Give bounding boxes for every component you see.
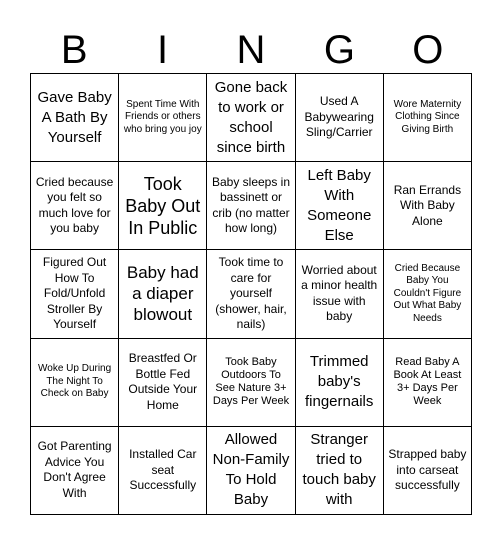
bingo-cell[interactable] — [31, 74, 119, 162]
bingo-cell[interactable] — [119, 162, 207, 250]
bingo-cell[interactable] — [31, 162, 119, 250]
cell-text: Used A Babywearing Sling/Carrier — [304, 94, 374, 140]
bingo-cell[interactable] — [207, 74, 295, 162]
bingo-cell[interactable] — [119, 250, 207, 338]
bingo-cell[interactable] — [207, 250, 295, 338]
bingo-cell[interactable] — [119, 427, 207, 515]
header-letter-o: O — [412, 28, 444, 72]
header-letter-n: N — [236, 28, 266, 72]
bingo-cell[interactable] — [296, 427, 384, 515]
bingo-header — [30, 22, 472, 78]
cell-text: Gone back to work or school since birth — [214, 78, 288, 156]
bingo-cell[interactable] — [384, 74, 472, 162]
cell-text: Gave Baby A Bath By Yourself — [37, 88, 112, 146]
cell-text: Trimmed baby's fingernails — [305, 353, 374, 411]
cell-text: Wore Maternity Clothing Since Giving Birth — [393, 98, 462, 135]
cell-text: Worried about a minor health issue with baby — [301, 262, 378, 324]
cell-text: Ran Errands With Baby Alone — [393, 182, 462, 228]
cell-text: Read Baby A Book At Least 3+ Days Per Week — [393, 356, 462, 408]
cell-text: Strapped baby into carseat successfully — [388, 447, 467, 493]
bingo-cell[interactable] — [296, 74, 384, 162]
cell-text: Breastfed Or Bottle Fed Outside Your Home — [128, 351, 198, 412]
header-letter-i: I — [157, 28, 169, 72]
bingo-cell[interactable] — [207, 162, 295, 250]
cell-text: Took Baby Out In Public — [125, 173, 201, 238]
cell-text: Installed Car seat Successfully — [129, 447, 197, 493]
bingo-cell[interactable] — [384, 250, 472, 338]
cell-text: Got Parenting Advice You Don't Agree With — [37, 439, 112, 500]
cell-text: Spent Time With Friends or others who bring you joy — [123, 98, 202, 135]
bingo-cell[interactable] — [31, 250, 119, 338]
bingo-board — [30, 73, 472, 515]
header-letter-g: G — [323, 28, 355, 72]
bingo-cell[interactable] — [207, 427, 295, 515]
bingo-cell[interactable] — [384, 162, 472, 250]
cell-text: Baby had a diaper blowout — [126, 263, 199, 325]
bingo-cell[interactable] — [296, 339, 384, 427]
bingo-cell[interactable] — [296, 162, 384, 250]
bingo-cell[interactable] — [384, 427, 472, 515]
bingo-cell[interactable] — [31, 339, 119, 427]
cell-text: Woke Up During The Night To Check on Baby — [38, 363, 112, 400]
cell-text: Baby sleeps in bassinett or crib (no matter how long) — [211, 174, 291, 236]
bingo-cell[interactable] — [119, 74, 207, 162]
cell-text: Allowed Non-Family To Hold Baby — [212, 431, 290, 509]
bingo-cell[interactable] — [207, 339, 295, 427]
bingo-cell[interactable] — [119, 339, 207, 427]
header-letter-b: B — [60, 28, 88, 72]
cell-text: Left Baby With Someone Else — [307, 166, 372, 244]
cell-text: Took time to care for yourself (shower, hair, nails) — [215, 255, 287, 332]
bingo-cell[interactable] — [296, 250, 384, 338]
cell-text: Stranger tried to touch baby with — [302, 431, 376, 509]
cell-text: Cried because you felt so much love for you baby — [35, 174, 114, 236]
bingo-cell[interactable] — [384, 339, 472, 427]
cell-text: Figured Out How To Fold/Unfold Stroller By Yourself — [42, 255, 107, 332]
cell-text: Took Baby Outdoors To See Nature 3+ Days Per Week — [212, 356, 290, 408]
cell-text: Cried Because Baby You Couldn't Figure Out What Baby Needs — [393, 262, 462, 324]
bingo-cell[interactable] — [31, 427, 119, 515]
